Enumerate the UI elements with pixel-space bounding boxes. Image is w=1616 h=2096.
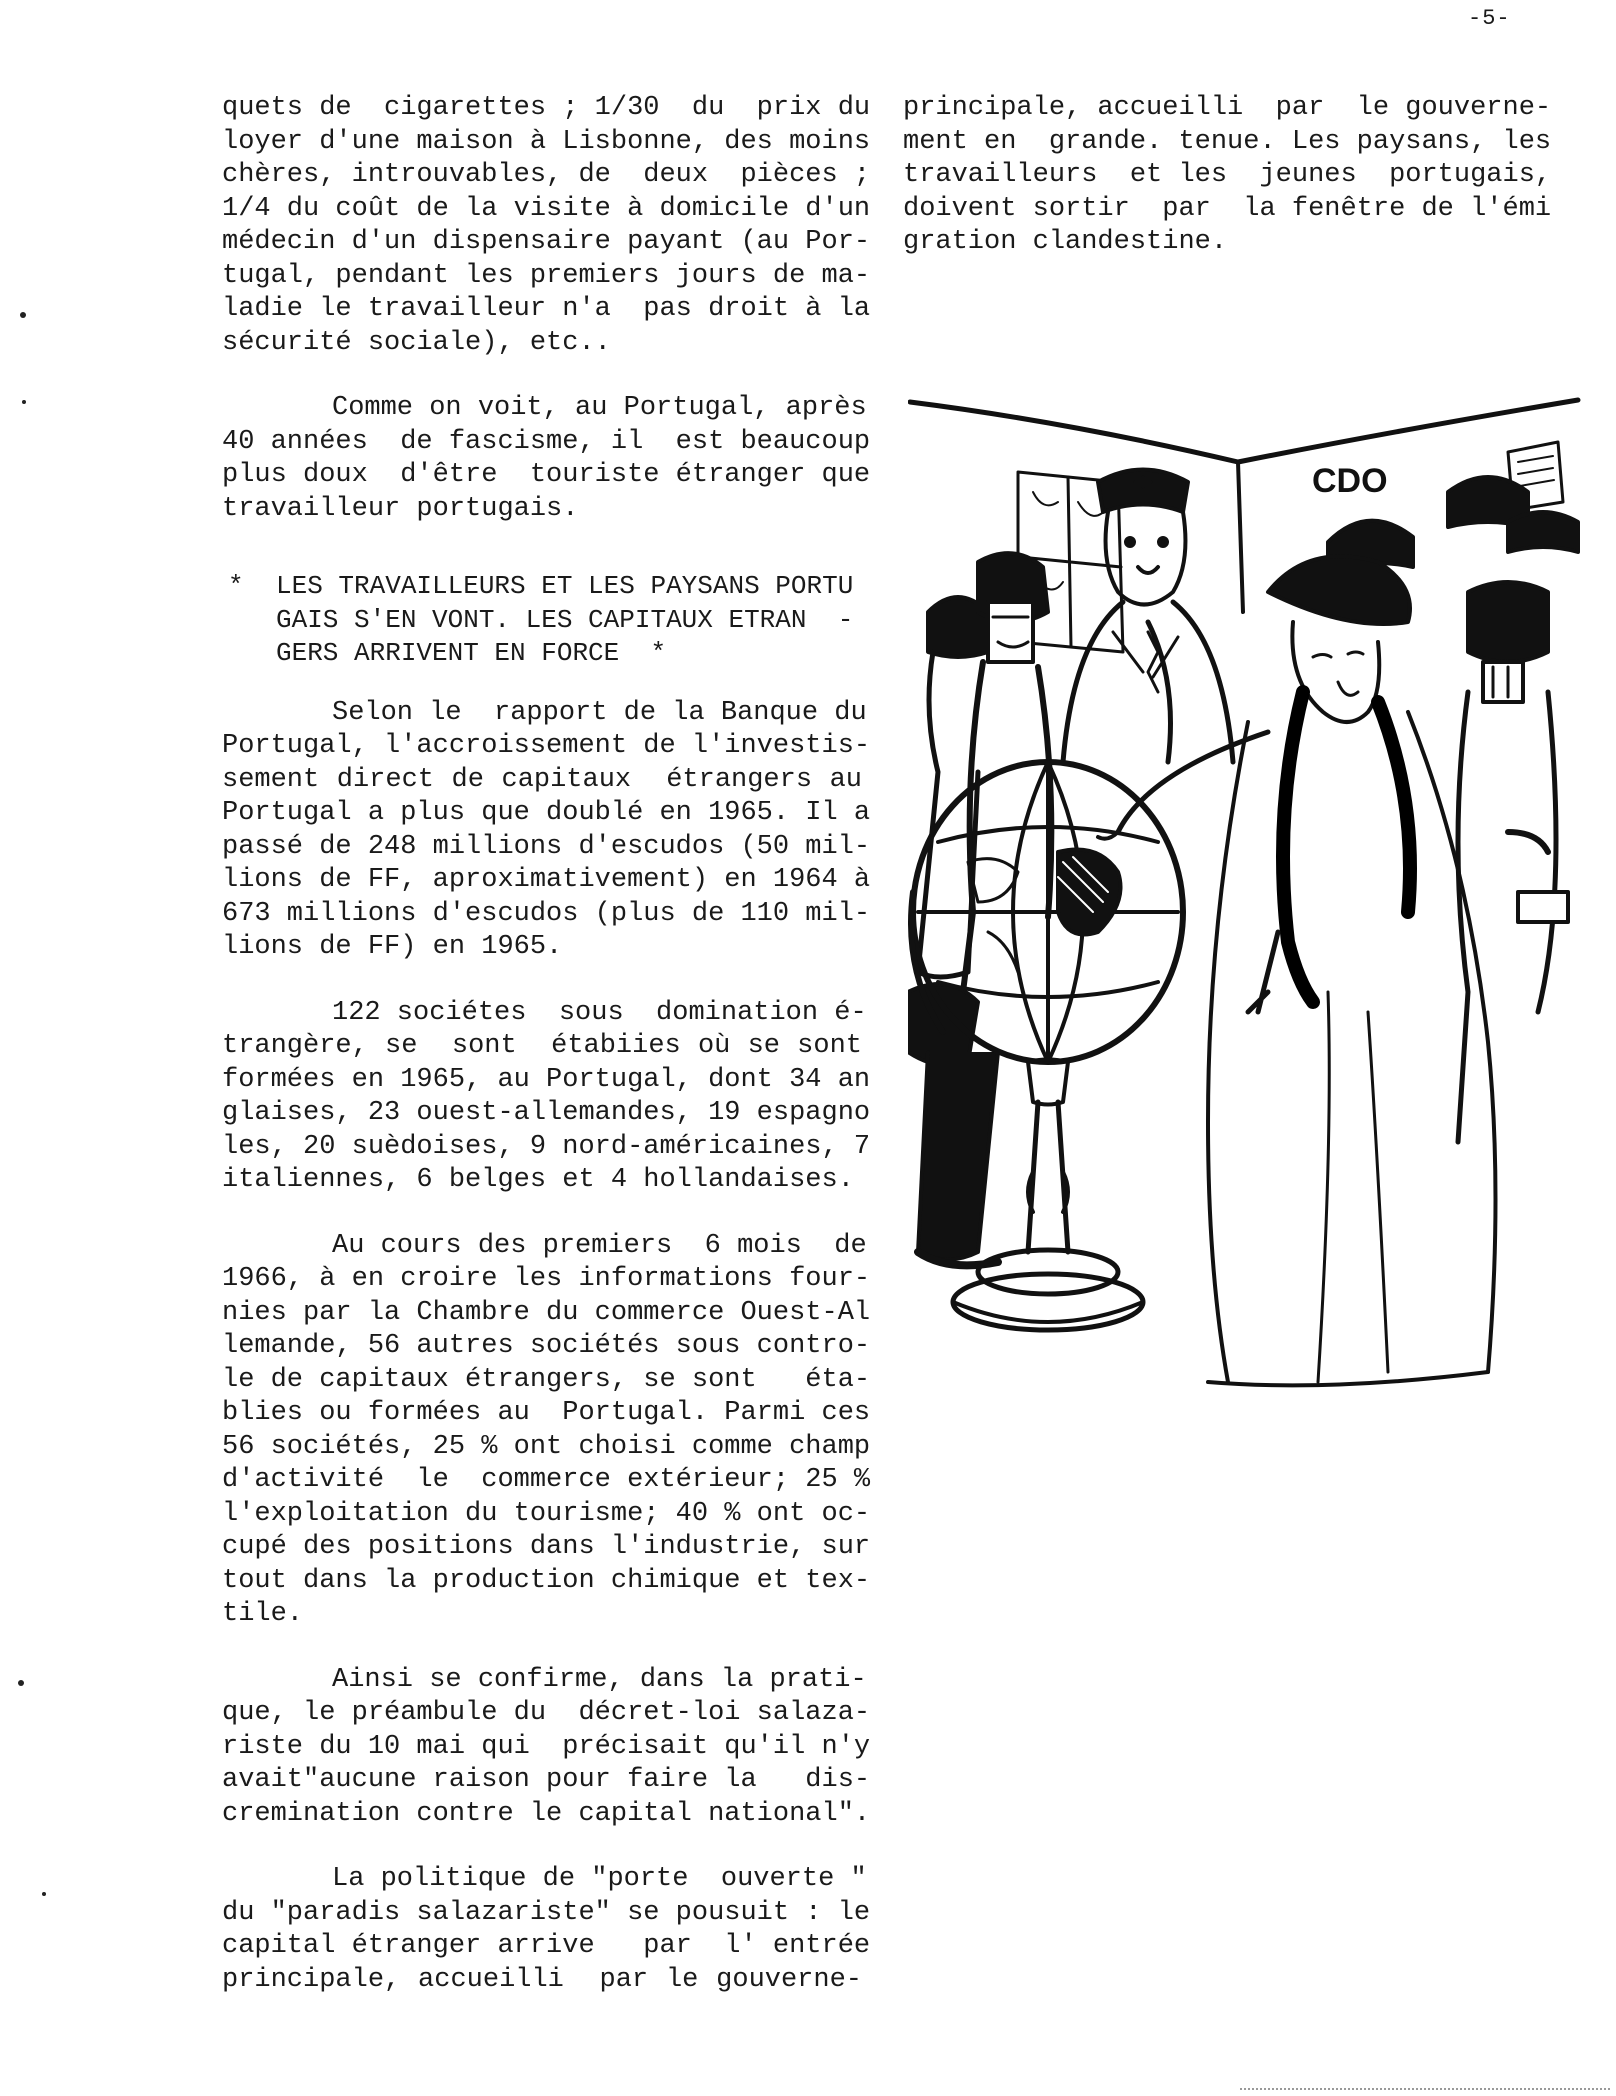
scan-speck	[18, 1680, 24, 1686]
heading-line: GERS ARRIVENT EN FORCE *	[276, 638, 667, 668]
text-line: sement direct de capitaux étrangers au	[222, 764, 862, 795]
scan-speck	[22, 400, 26, 404]
text-line: tile.	[222, 1599, 304, 1629]
paragraph-continued	[903, 92, 1552, 260]
text-line: formées en 1965, au Portugal, dont 34 an	[222, 1064, 871, 1095]
text-line: tout dans la production chimique et tex-	[222, 1565, 871, 1596]
text-line: Portugal, l'accroissement de l'investis-	[222, 731, 871, 761]
text-line: riste du 10 mai qui précisait qu'il n'y	[222, 1731, 871, 1762]
paragraph-6	[222, 1664, 871, 1832]
text-line: lions de FF, aproximativement) en 1964 à	[222, 865, 871, 895]
text-line: tugal, pendant les premiers jours de ma-	[222, 260, 871, 291]
text-line: trangère, se sont étabiies où se sont	[222, 1031, 862, 1061]
text-line: principale, accueilli par le gouverne-	[222, 1964, 862, 1995]
text-line: l'exploitation du tourisme; 40 % ont oc-	[222, 1498, 871, 1529]
text-line: Comme on voit, au Portugal, après	[332, 393, 867, 423]
page-number: -5-	[1468, 6, 1511, 31]
text-line: doivent sortir par la fenêtre de l'émi	[903, 193, 1552, 224]
text-line: passé de 248 millions d'escudos (50 mil-	[222, 831, 871, 862]
text-line: capital étranger arrive par l' entrée	[222, 1931, 871, 1961]
priest-figure	[1098, 556, 1496, 1385]
left-column	[222, 92, 871, 2029]
heading-star: *	[228, 571, 244, 601]
paragraph-5	[222, 1230, 871, 1632]
text-line: Portugal a plus que doublé en 1965. Il a	[222, 798, 871, 828]
text-line: nies par la Chambre du commerce Ouest-Al	[222, 1297, 871, 1328]
text-line: loyer d'une maison à Lisbonne, des moins	[222, 126, 871, 157]
text-line: 673 millions d'escudos (plus de 110 mil-	[222, 898, 871, 929]
scan-speck	[20, 312, 26, 318]
text-line: italiennes, 6 belges et 4 hollandaises.	[222, 1165, 854, 1195]
text-line: blies ou formées au Portugal. Parmi ces	[222, 1398, 871, 1428]
right-column	[903, 92, 1552, 292]
paragraph-1	[222, 92, 871, 360]
text-line: les, 20 suèdoises, 9 nord-américaines, 7	[222, 1131, 871, 1162]
text-line: travailleurs et les jeunes portugais,	[903, 160, 1552, 190]
footer-rule	[1240, 2088, 1610, 2090]
text-line: La politique de "porte ouverte "	[332, 1864, 867, 1894]
wall-sign: CDO	[1312, 462, 1388, 500]
text-line: 40 années de fascisme, il est beaucoup	[222, 426, 871, 457]
text-line: sécurité sociale), etc..	[222, 327, 611, 358]
paragraph-7	[222, 1863, 871, 1997]
text-line: Selon le rapport de la Banque du	[332, 697, 867, 728]
section-heading	[222, 570, 862, 671]
text-line: glaises, 23 ouest-allemandes, 19 espagno	[222, 1098, 871, 1128]
heading-line: GAIS S'EN VONT. LES CAPITAUX ETRAN -	[276, 604, 854, 635]
text-line: principale, accueilli par le gouverne-	[903, 93, 1552, 123]
text-line: lemande, 56 autres sociétés sous contro-	[222, 1331, 871, 1361]
text-line: Au cours des premiers 6 mois de	[332, 1230, 867, 1261]
text-line: d'activité le commerce extérieur; 25 %	[222, 1465, 871, 1495]
soldier-group-left	[908, 553, 1051, 1265]
text-line: le de capitaux étrangers, se sont éta-	[222, 1364, 871, 1395]
text-line: quets de cigarettes ; 1/30 du prix du	[222, 93, 871, 123]
text-line: avait"aucune raison pour faire la dis-	[222, 1765, 871, 1795]
text-line: plus doux d'être touriste étranger que	[222, 460, 871, 490]
scan-speck	[42, 1892, 46, 1896]
text-line: du "paradis salazariste" se pousuit : le	[222, 1897, 871, 1928]
text-line: ment en grande. tenue. Les paysans, les	[903, 126, 1552, 157]
text-line: que, le préambule du décret-loi salaza-	[222, 1698, 871, 1728]
heading-line: LES TRAVAILLEURS ET LES PAYSANS PORTU	[276, 571, 854, 601]
text-line: Ainsi se confirme, dans la prati-	[332, 1664, 867, 1695]
text-line: cremination contre le capital national".	[222, 1798, 871, 1829]
paragraph-4	[222, 997, 871, 1198]
text-line: gration clandestine.	[903, 227, 1228, 257]
text-line: travailleur portugais.	[222, 493, 579, 524]
text-line: chères, introuvables, de deux pièces ;	[222, 160, 871, 190]
text-line: 122 sociétes sous domination é-	[332, 997, 867, 1028]
text-line: 56 sociétés, 25 % ont choisi comme champ	[222, 1431, 871, 1462]
paragraph-3	[222, 697, 871, 965]
text-line: 1966, à en croire les informations four-	[222, 1264, 871, 1294]
text-line: lions de FF) en 1965.	[222, 932, 563, 962]
text-line: cupé des positions dans l'industrie, sur	[222, 1532, 871, 1562]
text-line: 1/4 du coût de la visite à domicile d'un	[222, 193, 871, 224]
text-line: ladie le travailleur n'a pas droit à la	[222, 294, 871, 324]
paragraph-2	[222, 392, 871, 526]
cartoon-illustration	[908, 392, 1584, 1392]
text-line: médecin d'un dispensaire payant (au Por-	[222, 227, 871, 257]
